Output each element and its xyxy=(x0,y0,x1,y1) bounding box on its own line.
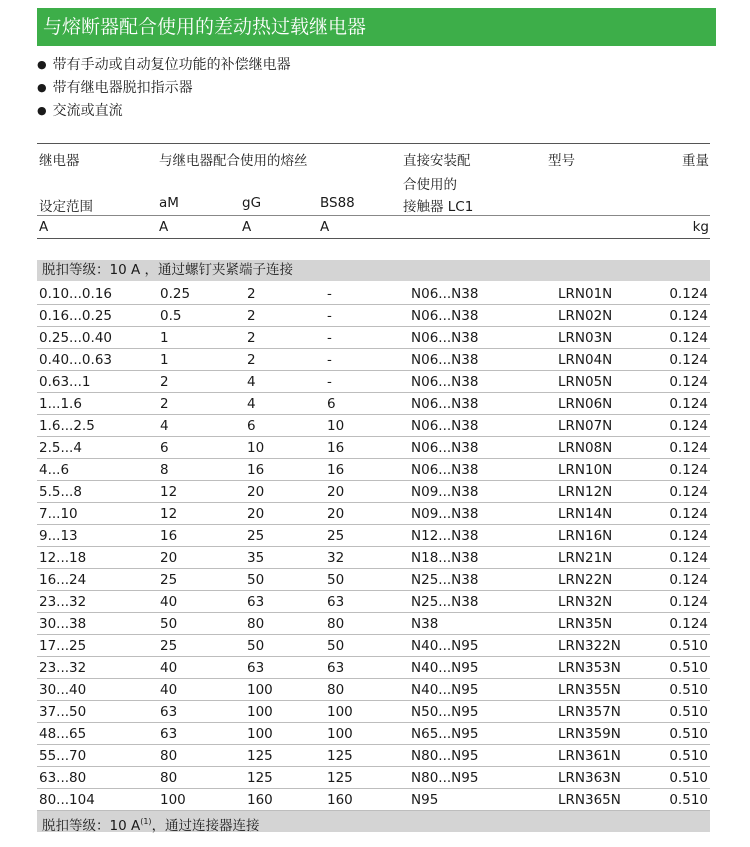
am-fuse-cell: 25 xyxy=(158,635,245,657)
bs88-fuse-cell: 20 xyxy=(325,481,409,503)
weight-cell: 0.124 xyxy=(653,569,710,591)
table-row xyxy=(37,481,710,503)
gg-fuse-cell: 25 xyxy=(245,525,325,547)
weight-cell: 0.510 xyxy=(653,789,710,811)
bs88-fuse-cell: 160 xyxy=(325,789,409,811)
am-fuse-cell: 8 xyxy=(158,459,245,481)
header-fuses: 与继电器配合使用的熔丝 xyxy=(159,153,308,169)
table-row xyxy=(37,327,710,349)
table-row xyxy=(37,679,710,701)
contactor-cell: N06...N38 xyxy=(409,459,556,481)
table-row xyxy=(37,701,710,723)
setting-range-cell: 0.40...0.63 xyxy=(37,349,158,371)
setting-range-cell: 0.25...0.40 xyxy=(37,327,158,349)
contactor-cell: N06...N38 xyxy=(409,305,556,327)
setting-range-cell: 7...10 xyxy=(37,503,158,525)
contactor-cell: N09...N38 xyxy=(409,481,556,503)
bs88-fuse-cell: 10 xyxy=(325,415,409,437)
table-row xyxy=(37,349,710,371)
weight-cell: 0.124 xyxy=(653,503,710,525)
bs88-fuse-cell: 125 xyxy=(325,745,409,767)
unit-a: A xyxy=(39,219,49,235)
bs88-fuse-cell: 16 xyxy=(325,459,409,481)
contactor-cell: N25...N38 xyxy=(409,591,556,613)
header-setting-range: 设定范围 xyxy=(39,199,93,215)
gg-fuse-cell: 125 xyxy=(245,745,325,767)
model-cell: LRN06N xyxy=(556,393,653,415)
bs88-fuse-cell: 63 xyxy=(325,591,409,613)
contactor-cell: N06...N38 xyxy=(409,327,556,349)
model-cell: LRN361N xyxy=(556,745,653,767)
model-cell: LRN04N xyxy=(556,349,653,371)
am-fuse-cell: 40 xyxy=(158,591,245,613)
gg-fuse-cell: 100 xyxy=(245,679,325,701)
bs88-fuse-cell: 25 xyxy=(325,525,409,547)
am-fuse-cell: 80 xyxy=(158,767,245,789)
gg-fuse-cell: 2 xyxy=(245,327,325,349)
bs88-fuse-cell: - xyxy=(325,327,409,349)
contactor-cell: N18...N38 xyxy=(409,547,556,569)
contactor-cell: N80...N95 xyxy=(409,745,556,767)
weight-cell: 0.124 xyxy=(653,283,710,305)
bs88-fuse-cell: 100 xyxy=(325,701,409,723)
model-cell: LRN08N xyxy=(556,437,653,459)
unit-a: A xyxy=(159,219,169,235)
setting-range-cell: 5.5...8 xyxy=(37,481,158,503)
header-relay: 继电器 xyxy=(39,153,80,169)
setting-range-cell: 55...70 xyxy=(37,745,158,767)
contactor-cell: N06...N38 xyxy=(409,393,556,415)
bs88-fuse-cell: 100 xyxy=(325,723,409,745)
table-row xyxy=(37,745,710,767)
header-am: aM xyxy=(159,195,179,211)
contactor-cell: N40...N95 xyxy=(409,635,556,657)
unit-kg: kg xyxy=(692,219,709,235)
contactor-cell: N38 xyxy=(409,613,556,635)
model-cell: LRN14N xyxy=(556,503,653,525)
weight-cell: 0.510 xyxy=(653,635,710,657)
contactor-cell: N06...N38 xyxy=(409,437,556,459)
bs88-fuse-cell: - xyxy=(325,305,409,327)
am-fuse-cell: 40 xyxy=(158,679,245,701)
gg-fuse-cell: 125 xyxy=(245,767,325,789)
weight-cell: 0.510 xyxy=(653,679,710,701)
model-cell: LRN10N xyxy=(556,459,653,481)
am-fuse-cell: 2 xyxy=(158,371,245,393)
header-model: 型号 xyxy=(548,153,575,169)
setting-range-cell: 2.5...4 xyxy=(37,437,158,459)
contactor-cell: N06...N38 xyxy=(409,349,556,371)
setting-range-cell: 12...18 xyxy=(37,547,158,569)
model-cell: LRN353N xyxy=(556,657,653,679)
setting-range-cell: 23...32 xyxy=(37,657,158,679)
gg-fuse-cell: 80 xyxy=(245,613,325,635)
contactor-cell: N09...N38 xyxy=(409,503,556,525)
header-direct-mount-line3: 接触器 LC1 xyxy=(403,199,474,215)
section-header-screw: 脱扣等级：10 A ，通过螺钉夹紧端子连接 xyxy=(37,260,710,281)
weight-cell: 0.124 xyxy=(653,415,710,437)
setting-range-cell: 30...40 xyxy=(37,679,158,701)
gg-fuse-cell: 20 xyxy=(245,503,325,525)
table-row xyxy=(37,613,710,635)
gg-fuse-cell: 63 xyxy=(245,657,325,679)
header-direct-mount-line1: 直接安装配 xyxy=(403,153,471,169)
model-cell: LRN322N xyxy=(556,635,653,657)
model-cell: LRN355N xyxy=(556,679,653,701)
gg-fuse-cell: 100 xyxy=(245,723,325,745)
setting-range-cell: 1.6...2.5 xyxy=(37,415,158,437)
unit-a: A xyxy=(242,219,252,235)
gg-fuse-cell: 160 xyxy=(245,789,325,811)
weight-cell: 0.124 xyxy=(653,547,710,569)
weight-cell: 0.510 xyxy=(653,767,710,789)
bs88-fuse-cell: 80 xyxy=(325,613,409,635)
setting-range-cell: 1...1.6 xyxy=(37,393,158,415)
gg-fuse-cell: 6 xyxy=(245,415,325,437)
table-row xyxy=(37,437,710,459)
gg-fuse-cell: 100 xyxy=(245,701,325,723)
setting-range-cell: 17...25 xyxy=(37,635,158,657)
bs88-fuse-cell: 125 xyxy=(325,767,409,789)
contactor-cell: N12...N38 xyxy=(409,525,556,547)
am-fuse-cell: 63 xyxy=(158,701,245,723)
model-cell: LRN357N xyxy=(556,701,653,723)
section-header-connector xyxy=(37,811,710,832)
header-bs88: BS88 xyxy=(320,195,355,211)
weight-cell: 0.124 xyxy=(653,437,710,459)
setting-range-cell: 0.10...0.16 xyxy=(37,283,158,305)
table-row xyxy=(37,393,710,415)
table-row xyxy=(37,547,710,569)
model-cell: LRN22N xyxy=(556,569,653,591)
weight-cell: 0.124 xyxy=(653,305,710,327)
table-row xyxy=(37,283,710,305)
table-row xyxy=(37,635,710,657)
relay-table xyxy=(37,283,710,811)
bs88-fuse-cell: 50 xyxy=(325,635,409,657)
model-cell: LRN02N xyxy=(556,305,653,327)
bs88-fuse-cell: 32 xyxy=(325,547,409,569)
weight-cell: 0.124 xyxy=(653,591,710,613)
setting-range-cell: 30...38 xyxy=(37,613,158,635)
am-fuse-cell: 0.25 xyxy=(158,283,245,305)
am-fuse-cell: 40 xyxy=(158,657,245,679)
gg-fuse-cell: 2 xyxy=(245,349,325,371)
contactor-cell: N40...N95 xyxy=(409,657,556,679)
contactor-cell: N50...N95 xyxy=(409,701,556,723)
setting-range-cell: 48...65 xyxy=(37,723,158,745)
gg-fuse-cell: 4 xyxy=(245,371,325,393)
weight-cell: 0.124 xyxy=(653,371,710,393)
gg-fuse-cell: 63 xyxy=(245,591,325,613)
header-gg: gG xyxy=(242,195,262,211)
weight-cell: 0.124 xyxy=(653,393,710,415)
bs88-fuse-cell: 16 xyxy=(325,437,409,459)
weight-cell: 0.124 xyxy=(653,525,710,547)
gg-fuse-cell: 50 xyxy=(245,569,325,591)
page-title: 与熔断器配合使用的差动热过载继电器 xyxy=(37,8,716,46)
table-row xyxy=(37,789,710,811)
am-fuse-cell: 25 xyxy=(158,569,245,591)
setting-range-cell: 16...24 xyxy=(37,569,158,591)
gg-fuse-cell: 2 xyxy=(245,283,325,305)
header-bottom-rule xyxy=(37,238,710,239)
section-label: 脱扣等级：10 A xyxy=(42,818,141,834)
model-cell: LRN35N xyxy=(556,613,653,635)
model-cell: LRN365N xyxy=(556,789,653,811)
bs88-fuse-cell: 50 xyxy=(325,569,409,591)
weight-cell: 0.124 xyxy=(653,349,710,371)
am-fuse-cell: 1 xyxy=(158,349,245,371)
am-fuse-cell: 1 xyxy=(158,327,245,349)
am-fuse-cell: 12 xyxy=(158,481,245,503)
weight-cell: 0.510 xyxy=(653,723,710,745)
table-row xyxy=(37,415,710,437)
gg-fuse-cell: 2 xyxy=(245,305,325,327)
setting-range-cell: 63...80 xyxy=(37,767,158,789)
am-fuse-cell: 4 xyxy=(158,415,245,437)
header-top-rule xyxy=(37,143,710,144)
am-fuse-cell: 80 xyxy=(158,745,245,767)
gg-fuse-cell: 50 xyxy=(245,635,325,657)
weight-cell: 0.510 xyxy=(653,745,710,767)
setting-range-cell: 0.16...0.25 xyxy=(37,305,158,327)
contactor-cell: N25...N38 xyxy=(409,569,556,591)
bs88-fuse-cell: 80 xyxy=(325,679,409,701)
table-row xyxy=(37,591,710,613)
model-cell: LRN05N xyxy=(556,371,653,393)
table-row xyxy=(37,371,710,393)
bs88-fuse-cell: - xyxy=(325,371,409,393)
gg-fuse-cell: 35 xyxy=(245,547,325,569)
contactor-cell: N40...N95 xyxy=(409,679,556,701)
am-fuse-cell: 2 xyxy=(158,393,245,415)
table-row xyxy=(37,657,710,679)
model-cell: LRN12N xyxy=(556,481,653,503)
weight-cell: 0.510 xyxy=(653,701,710,723)
contactor-cell: N80...N95 xyxy=(409,767,556,789)
am-fuse-cell: 50 xyxy=(158,613,245,635)
table-row xyxy=(37,459,710,481)
bs88-fuse-cell: 20 xyxy=(325,503,409,525)
gg-fuse-cell: 16 xyxy=(245,459,325,481)
setting-range-cell: 23...32 xyxy=(37,591,158,613)
setting-range-cell: 80...104 xyxy=(37,789,158,811)
model-cell: LRN359N xyxy=(556,723,653,745)
contactor-cell: N06...N38 xyxy=(409,371,556,393)
am-fuse-cell: 0.5 xyxy=(158,305,245,327)
setting-range-cell: 9...13 xyxy=(37,525,158,547)
model-cell: LRN32N xyxy=(556,591,653,613)
header-weight: 重量 xyxy=(682,153,709,169)
table-row xyxy=(37,525,710,547)
feature-list xyxy=(37,54,291,123)
bs88-fuse-cell: 63 xyxy=(325,657,409,679)
model-cell: LRN16N xyxy=(556,525,653,547)
table-row xyxy=(37,503,710,525)
table-row xyxy=(37,723,710,745)
table-row xyxy=(37,569,710,591)
feature-item: ● 带有手动或自动复位功能的补偿继电器 xyxy=(37,54,291,77)
unit-a: A xyxy=(320,219,330,235)
weight-cell: 0.124 xyxy=(653,613,710,635)
bs88-fuse-cell: - xyxy=(325,283,409,305)
bs88-fuse-cell: - xyxy=(325,349,409,371)
weight-cell: 0.124 xyxy=(653,327,710,349)
table-row xyxy=(37,767,710,789)
setting-range-cell: 37...50 xyxy=(37,701,158,723)
am-fuse-cell: 6 xyxy=(158,437,245,459)
am-fuse-cell: 63 xyxy=(158,723,245,745)
setting-range-cell: 0.63...1 xyxy=(37,371,158,393)
setting-range-cell: 4...6 xyxy=(37,459,158,481)
contactor-cell: N95 xyxy=(409,789,556,811)
weight-cell: 0.510 xyxy=(653,657,710,679)
model-cell: LRN07N xyxy=(556,415,653,437)
contactor-cell: N06...N38 xyxy=(409,415,556,437)
am-fuse-cell: 100 xyxy=(158,789,245,811)
feature-item: ● 带有继电器脱扣指示器 xyxy=(37,77,291,100)
header-mid-rule xyxy=(37,215,710,216)
weight-cell: 0.124 xyxy=(653,481,710,503)
model-cell: LRN363N xyxy=(556,767,653,789)
model-cell: LRN21N xyxy=(556,547,653,569)
bs88-fuse-cell: 6 xyxy=(325,393,409,415)
gg-fuse-cell: 10 xyxy=(245,437,325,459)
weight-cell: 0.124 xyxy=(653,459,710,481)
section-label-suffix: ，通过连接器连接 xyxy=(151,818,260,834)
contactor-cell: N65...N95 xyxy=(409,723,556,745)
am-fuse-cell: 20 xyxy=(158,547,245,569)
am-fuse-cell: 16 xyxy=(158,525,245,547)
gg-fuse-cell: 4 xyxy=(245,393,325,415)
am-fuse-cell: 12 xyxy=(158,503,245,525)
footnote-ref: (1) xyxy=(140,817,152,826)
feature-item: ● 交流或直流 xyxy=(37,100,291,123)
header-direct-mount-line2: 合使用的 xyxy=(403,177,457,193)
model-cell: LRN01N xyxy=(556,283,653,305)
table-row xyxy=(37,305,710,327)
model-cell: LRN03N xyxy=(556,327,653,349)
gg-fuse-cell: 20 xyxy=(245,481,325,503)
contactor-cell: N06...N38 xyxy=(409,283,556,305)
